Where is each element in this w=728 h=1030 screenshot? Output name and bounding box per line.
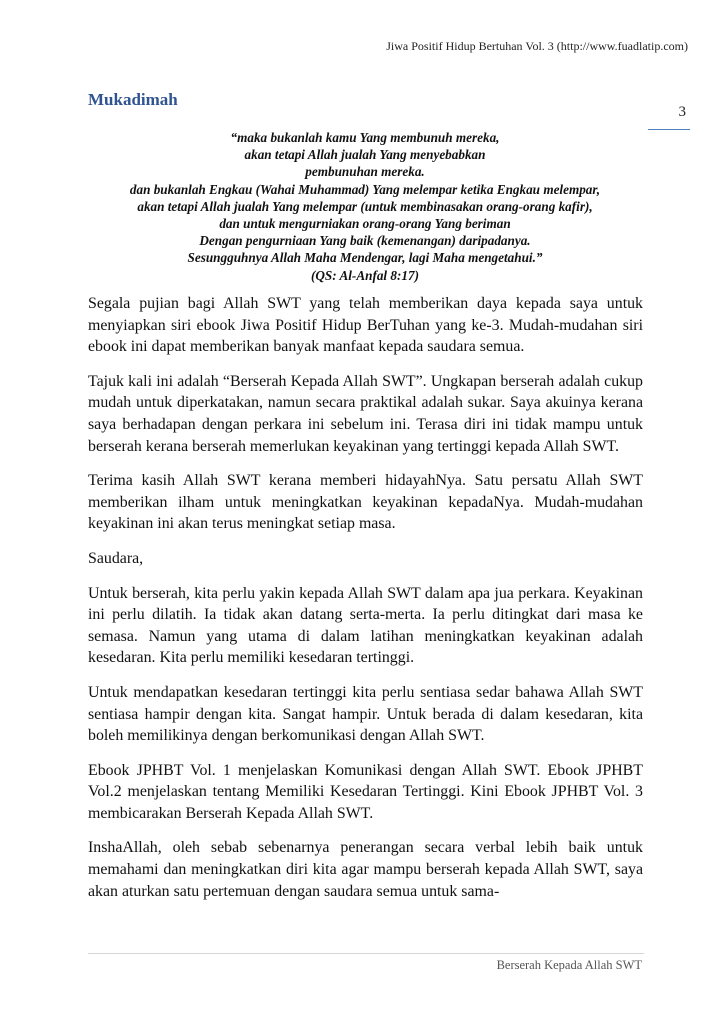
paragraph: Untuk berserah, kita perlu yakin kepada Allah SWT dalam apa jua perkara. Keyakinan ini perlu dilatih. Ia tidak akan datang serta-merta. Ia perlu ditingkat dari masa ke semasa. Namun yang utama di dalam latihan meningkatkan keyakinan adalah kesedaran. Kita perlu memiliki kesedaran tertinggi. xyxy=(88,584,643,667)
paragraph: Segala pujian bagi Allah SWT yang telah memberikan daya kepada saya untuk menyiapkan siri ebook Jiwa Positif Hidup BerTuhan yang ke-3. Mudah-mudahan siri ebook ini dapat memberikan banyak manfaat kepada saudara semua. xyxy=(88,295,643,356)
quote-line: “maka bukanlah kamu Yang membunuh mereka, xyxy=(230,130,500,145)
footer-rule xyxy=(88,953,644,954)
paragraph: Terima kasih Allah SWT kerana memberi hidayahNya. Satu persatu Allah SWT memberikan ilham untuk meningkatkan keyakinan kepadaNya. Mudah-mudahan keyakinan ini akan terus meningkat setiap masa. xyxy=(88,472,643,533)
quote-line: dan untuk mengurniakan orang-orang Yang beriman xyxy=(219,216,511,232)
quote-line: dan bukanlah Engkau (Wahai Muhammad) Yang melempar ketika Engkau melempar, xyxy=(129,181,601,197)
paragraph: InshaAllah, oleh sebab sebenarnya penerangan secara verbal lebih baik untuk memahami dan meningkatkan diri kita agar mampu berserah kepada Allah SWT, saya akan aturkan satu pertemuan dengan saudara semua untuk sama- xyxy=(88,839,643,900)
paragraph: Tajuk kali ini adalah “Berserah Kepada Allah SWT”. Ungkapan berserah adalah cukup mudah untuk diperkatakan, namun secara praktikal adalah sukar. Saya akuinya kerana saya berhadapan dengan perkara ini sebelum ini. Terasa diri ini tidak mampu untuk berserah kerana berserah memerlukan keyakinan yang tertinggi kepada Allah SWT. xyxy=(88,372,643,455)
quran-quote xyxy=(86,129,644,284)
running-footer: Berserah Kepada Allah SWT xyxy=(496,958,642,972)
body-text xyxy=(88,293,643,915)
quote-line: akan tetapi Allah jualah Yang menyebabkan xyxy=(244,147,486,163)
page-number-rule xyxy=(648,129,690,130)
quote-line: Sesungguhnya Allah Maha Mendengar, lagi Maha mengetahui.” xyxy=(187,250,543,266)
paragraph: Ebook JPHBT Vol. 1 menjelaskan Komunikasi dengan Allah SWT. Ebook JPHBT Vol.2 menjelaskan tentang Memiliki Kesedaran Tertinggi. Kini Ebook JPHBT Vol. 3 membicarakan Berserah Kepada Allah SWT. xyxy=(88,761,643,822)
section-title: Mukadimah xyxy=(88,90,178,109)
quote-citation: (QS: Al-Anfal 8:17) xyxy=(311,267,419,283)
running-header: Jiwa Positif Hidup Bertuhan Vol. 3 (http://www.fuadlatip.com) xyxy=(386,39,688,53)
paragraph: Untuk mendapatkan kesedaran tertinggi kita perlu sentiasa sedar bahawa Allah SWT sentiasa hampir dengan kita. Sangat hampir. Untuk berada di dalam kesedaran, kita boleh memilikinya dengan berkomunikasi dengan Allah SWT. xyxy=(88,683,643,745)
quote-line: akan tetapi Allah jualah Yang melempar (untuk membinasakan orang-orang kafir), xyxy=(137,198,593,214)
page-number: 3 xyxy=(678,104,686,120)
quote-line: Dengan pengurniaan Yang baik (kemenangan) daripadanya. xyxy=(199,233,531,249)
quote-line: pembunuhan mereka. xyxy=(305,164,425,180)
paragraph: Saudara, xyxy=(88,549,144,567)
